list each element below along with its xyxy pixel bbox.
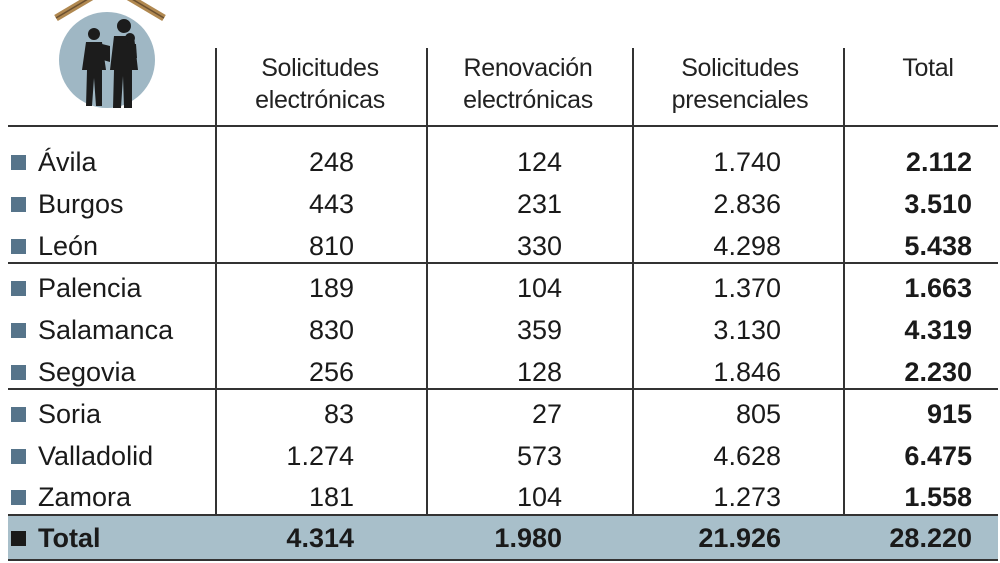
row-bullet-icon (11, 490, 26, 505)
cell-solicitudes-electronicas: 189 (308, 273, 354, 303)
row-label: Ávila (38, 147, 97, 177)
bottom-rule (8, 559, 998, 561)
family-house-logo (50, 0, 170, 112)
cell-renovacion-electronicas: 27 (531, 399, 562, 429)
row-bullet-icon (11, 239, 26, 254)
cell-solicitudes-presenciales: 2.836 (713, 189, 781, 219)
cell-renovacion-electronicas: 1.980 (494, 523, 562, 553)
table-row (0, 268, 1000, 309)
total-row (0, 518, 1000, 559)
header-solicitudes-presenciales: Solicitudes presenciales (671, 54, 809, 114)
table-row (0, 436, 1000, 477)
cell-renovacion-electronicas: 104 (516, 273, 562, 303)
table-row (0, 226, 1000, 267)
cell-solicitudes-presenciales: 3.130 (713, 315, 781, 345)
cell-solicitudes-presenciales: 4.298 (713, 231, 781, 261)
row-bullet-icon (11, 323, 26, 338)
cell-solicitudes-electronicas: 256 (308, 357, 354, 387)
cell-renovacion-electronicas: 330 (516, 231, 562, 261)
row-label: Soria (38, 399, 102, 429)
cell-solicitudes-electronicas: 4.314 (286, 523, 354, 553)
row-label: Palencia (38, 273, 142, 303)
header-total: Total (902, 54, 954, 82)
row-bullet-icon (11, 449, 26, 464)
cell-renovacion-electronicas: 104 (516, 482, 562, 512)
header-solicitudes-electronicas: Solicitudes electrónicas (255, 54, 385, 114)
cell-renovacion-electronicas: 128 (516, 357, 562, 387)
cell-solicitudes-presenciales: 1.370 (713, 273, 781, 303)
cell-solicitudes-presenciales: 1.740 (713, 147, 781, 177)
row-label: Salamanca (38, 315, 174, 345)
cell-solicitudes-presenciales: 1.846 (713, 357, 781, 387)
row-bullet-icon (11, 365, 26, 380)
header-renovacion-electronicas: Renovación electrónicas (463, 54, 593, 114)
row-label: Zamora (38, 482, 132, 512)
cell-total: 1.663 (904, 273, 972, 303)
cell-solicitudes-electronicas: 810 (308, 231, 354, 261)
cell-renovacion-electronicas: 231 (516, 189, 562, 219)
cell-total: 28.220 (889, 523, 972, 553)
row-label: Total (38, 523, 101, 553)
cell-solicitudes-electronicas: 443 (308, 189, 354, 219)
table-row (0, 142, 1000, 183)
cell-solicitudes-presenciales: 1.273 (713, 482, 781, 512)
cell-renovacion-electronicas: 359 (516, 315, 562, 345)
table-row (0, 477, 1000, 518)
cell-solicitudes-electronicas: 248 (308, 147, 354, 177)
cell-total: 6.475 (904, 441, 972, 471)
row-label: León (38, 231, 99, 261)
table-row (0, 394, 1000, 435)
cell-total: 3.510 (904, 189, 972, 219)
cell-renovacion-electronicas: 124 (516, 147, 562, 177)
cell-total: 2.112 (905, 147, 972, 177)
cell-solicitudes-electronicas: 830 (308, 315, 354, 345)
table-row (0, 352, 1000, 393)
cell-solicitudes-electronicas: 1.274 (286, 441, 354, 471)
row-bullet-icon (11, 197, 26, 212)
row-label: Valladolid (38, 441, 154, 471)
row-bullet-icon (11, 407, 26, 422)
cell-solicitudes-presenciales: 21.926 (698, 523, 781, 553)
row-label: Burgos (38, 189, 124, 219)
cell-solicitudes-electronicas: 83 (323, 399, 354, 429)
row-bullet-icon (11, 155, 26, 170)
cell-solicitudes-electronicas: 181 (308, 482, 354, 512)
cell-total: 5.438 (904, 231, 972, 261)
cell-total: 915 (926, 399, 972, 429)
header-rule (8, 125, 998, 127)
cell-total: 2.230 (904, 357, 972, 387)
row-label: Segovia (38, 357, 136, 387)
row-bullet-icon (11, 531, 26, 546)
row-bullet-icon (11, 281, 26, 296)
cell-total: 4.319 (904, 315, 972, 345)
cell-total: 1.558 (904, 482, 972, 512)
table-row (0, 310, 1000, 351)
cell-solicitudes-presenciales: 805 (735, 399, 781, 429)
cell-renovacion-electronicas: 573 (516, 441, 562, 471)
cell-solicitudes-presenciales: 4.628 (713, 441, 781, 471)
table-row (0, 184, 1000, 225)
